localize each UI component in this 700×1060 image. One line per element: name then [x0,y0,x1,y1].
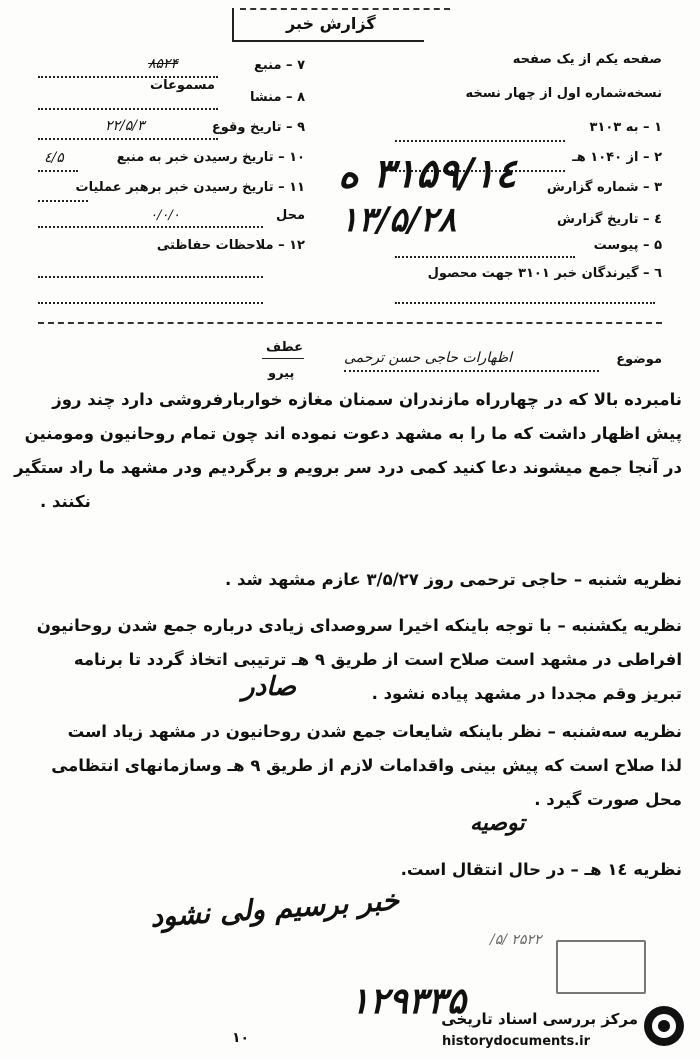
date-received-ops-line [38,200,88,202]
subject-label: موضوع [616,352,662,367]
ref-bottom: پیرو [268,366,295,381]
subject-line [344,370,599,372]
body-line-4: نکنند . [40,492,91,511]
ref-top: عطف [266,340,304,355]
field-from: ۲ – از ۱۰۴۰ هـ [572,150,662,165]
body-line-7: افراطی در مشهد است صلاح است از طریق ۹ هـ ترتیبی اتخاذ گردد تا برنامه [73,650,682,669]
date-received-source-line [38,170,78,172]
field-report-date: ٤ – تاریخ گزارش [556,212,662,227]
ref-divider [262,358,304,359]
body-line-9: نظریه سه‌شنبه – نظر باینکه شایعات جمع شدن روحانیون در مشهد زیاد است [67,722,682,741]
origin-value: مسموعات [150,78,215,93]
report-title: گزارش خبر [286,14,376,33]
date-event-line [38,138,218,140]
stamp-number: ۲۵۲۲ /۵/ [490,932,542,948]
field-attachment-line [395,256,575,258]
origin-label: ۸ – منشا [250,90,305,105]
place-label: محل [275,208,305,223]
body-line-8: تبریز وقم مجددا در مشهد پیاده نشود . [371,684,682,703]
body-line-6: نظریه یکشنبه – با توجه باینکه اخیرا سروصدای زیادی درباره جمع شدن روحانیون [36,616,682,635]
date-received-ops-label: ۱۱ – تاریخ رسیدن خبر برهبر عملیات [75,180,305,195]
source-value: ۸۵۲۴ [148,56,179,72]
handwritten-note: خبر برسیم ولی نشود [149,883,401,934]
copy-number-field: نسخه‌شماره اول از چهار نسخه [465,86,662,101]
notes-label: ۱۲ – ملاحظات حفاظتی [156,238,305,253]
field-report-number: ۳ – شماره گزارش [546,180,662,195]
signature-1: صادر [242,672,297,702]
stamp-box [556,940,646,994]
field-to: ۱ – به ۳۱۰۳ [589,120,662,135]
place-value: ۰/۰/۰ [150,208,180,223]
watermark-title: مرکز بررسی اسناد تاریخی [441,1010,638,1028]
body-line-2: پیش اظهار داشت که ما را به مشهد دعوت نموده اند چون تمام روحانیون ومومنین [24,424,682,443]
date-received-source-label: ۱۰ – تاریخ رسیدن خبر به منبع [116,150,305,165]
notes-line-3 [395,302,655,304]
handwritten-report-date: ۱۳/۵/۲۸ [340,200,457,240]
origin-line [38,108,218,110]
subject-text: اظهارات حاجی حسن ترحمی [344,350,513,366]
date-event-label: ۹ – تاریخ وقوع [211,120,305,135]
date-received-source-value: ۵/٤ [44,150,64,166]
handwritten-report-number: ۱٤/۳۱۵۹ ه [338,150,517,197]
body-line-12: نظریه ۱٤ هـ – در حال انتقال است. [400,860,682,879]
archive-number: ۱۲۹۳۳۵ [350,980,467,1022]
field-attachment: ۵ – پیوست [593,238,662,253]
body-line-5: نظریه شنبه – حاجی ترحمی روز ۳/۵/۲۷ عازم مشهد شد . [224,570,682,589]
field-recipients: ٦ – گیرندگان خبر ۳۱۰۱ جهت محصول [427,266,662,281]
date-event-value: ۲۲/۵/۳ [105,118,145,134]
signature-2: توصیه [470,810,525,836]
footer-mark: ۱۰ [232,1030,250,1046]
body-line-10: لذا صلاح است که پیش بینی واقدامات لازم از طریق ۹ هـ وسازمانهای انتظامی [51,756,682,775]
place-line [38,226,263,228]
section-separator [38,322,662,324]
field-to-line [395,140,565,142]
source-label: ۷ – منبع [253,58,305,73]
page-field: صفحه یکم از یک صفحه [512,52,662,67]
watermark-logo-icon [644,1006,684,1046]
header-rule [240,8,450,10]
body-line-3: در آنجا جمع میشوند دعا کنید کمی درد سر برویم و برگردیم ودر مشهد ما راد ستگیر [14,458,682,477]
notes-line-2 [38,302,263,304]
body-line-1: نامبرده بالا که در چهارراه مازندران سمنان مغازه خواربارفروشی دارد چند روز [52,390,682,409]
watermark-url: historydocuments.ir [442,1034,591,1049]
body-line-11: محل صورت گیرد . [534,790,682,809]
notes-line-1 [38,276,263,278]
